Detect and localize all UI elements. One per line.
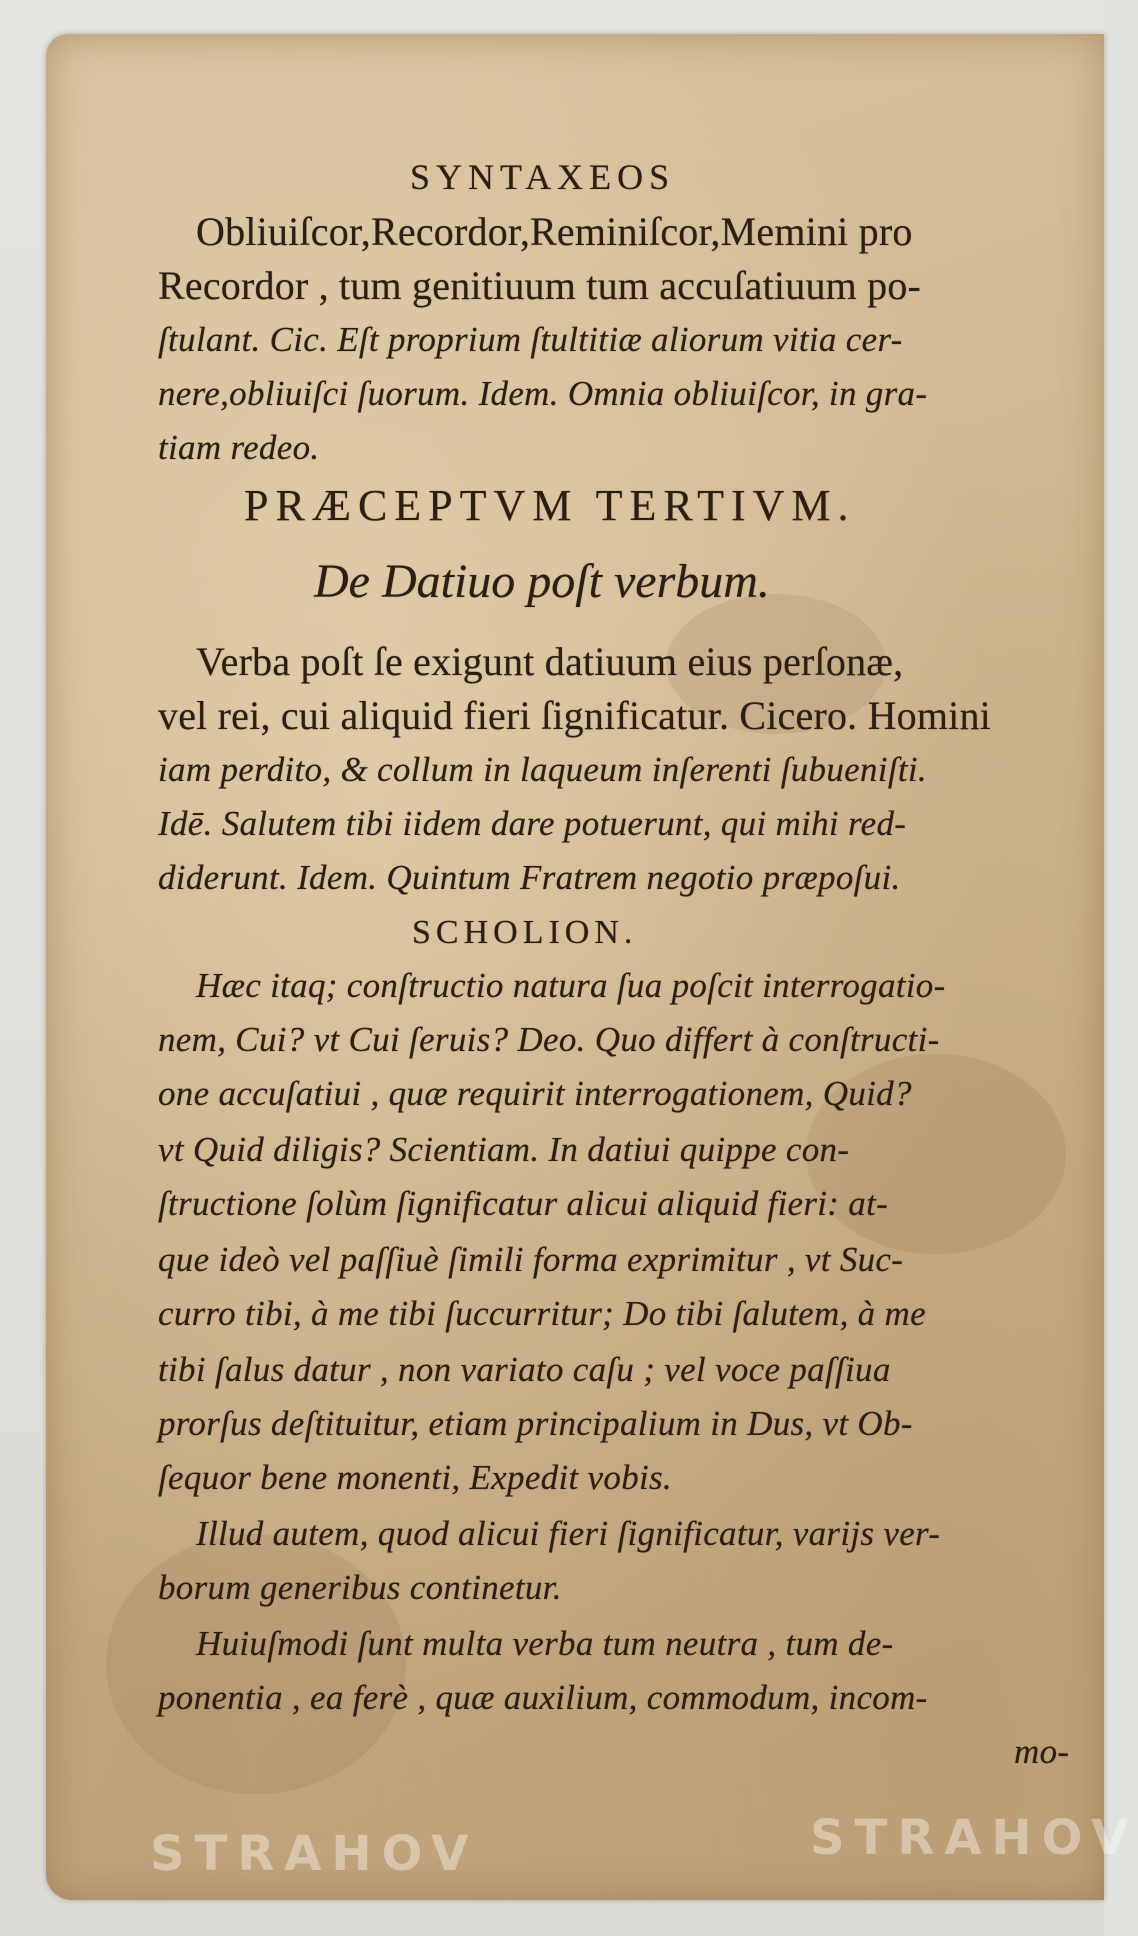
text-line: Huiuſmodi ſunt multa verba tum neutra , tum de- bbox=[196, 1624, 894, 1663]
text-line: borum generibus continetur. bbox=[158, 1568, 562, 1607]
text-line: ſequor bene monenti, Expedit vobis. bbox=[158, 1458, 672, 1497]
scholion-heading: SCHOLION. bbox=[412, 914, 638, 951]
text-line: curro tibi, à me tibi ſuccurritur; Do tibi ſalutem, à me bbox=[158, 1294, 926, 1333]
book-page bbox=[46, 34, 1138, 1900]
section-heading: PRÆCEPTVM TERTIVM. bbox=[244, 481, 856, 530]
text-line: iam perdito, & collum in laqueum inſerenti ſubueniſti. bbox=[158, 750, 927, 789]
section-subheading: De Datiuo poſt verbum. bbox=[314, 555, 770, 608]
text-line: prorſus deſtituitur, etiam principalium in Dus, vt Ob- bbox=[158, 1404, 913, 1443]
text-line: tibi ſalus datur , non variato caſu ; vel voce paſſiua bbox=[158, 1350, 891, 1389]
text-line: Hæc itaq; conſtructio natura ſua poſcit interrogatio- bbox=[196, 966, 946, 1005]
running-head: SYNTAXEOS bbox=[410, 157, 676, 197]
text-line: diderunt. Idem. Quintum Fratrem negotio præpoſui. bbox=[158, 858, 901, 897]
text-line: ſtructione ſolùm ſignificatur alicui aliquid fieri: at- bbox=[158, 1184, 889, 1223]
text-line: Idē. Salutem tibi iidem dare potuerunt, qui mihi red- bbox=[158, 804, 907, 843]
text-line: vel rei, cui aliquid fieri ſignificatur. Cicero. Homini bbox=[158, 693, 991, 738]
text-line: one accuſatiui , quæ requirit interrogationem, Quid? bbox=[158, 1074, 912, 1113]
text-line: Verba poſt ſe exigunt datiuum eius perſonæ, bbox=[196, 639, 904, 684]
text-line: tiam redeo. bbox=[158, 428, 320, 467]
text-line: ſtulant. Cic. Eſt proprium ſtultitiæ aliorum vitia cer- bbox=[158, 320, 903, 359]
catchword: mo- bbox=[1014, 1732, 1070, 1771]
text-line: Illud autem, quod alicui fieri ſignificatur, varijs ver- bbox=[196, 1514, 941, 1553]
text-line: ponentia , ea ferè , quæ auxilium, commodum, incom- bbox=[158, 1678, 928, 1717]
text-line: vt Quid diligis? Scientiam. In datiui quippe con- bbox=[158, 1130, 850, 1169]
watermark-right: STRAHOV bbox=[810, 1810, 1138, 1866]
text-line: que ideò vel paſſiuè ſimili forma exprimitur , vt Suc- bbox=[158, 1240, 904, 1279]
text-line: nem, Cui? vt Cui ſeruis? Deo. Quo differt à conſtructi- bbox=[158, 1020, 940, 1059]
text-line: Obliuiſcor,Recordor,Reminiſcor,Memini pro bbox=[196, 209, 913, 254]
watermark-left: STRAHOV bbox=[150, 1826, 479, 1882]
text-line: nere,obliuiſci ſuorum. Idem. Omnia obliuiſcor, in gra- bbox=[158, 374, 928, 413]
text-line: Recordor , tum genitiuum tum accuſatiuum po- bbox=[158, 263, 922, 308]
